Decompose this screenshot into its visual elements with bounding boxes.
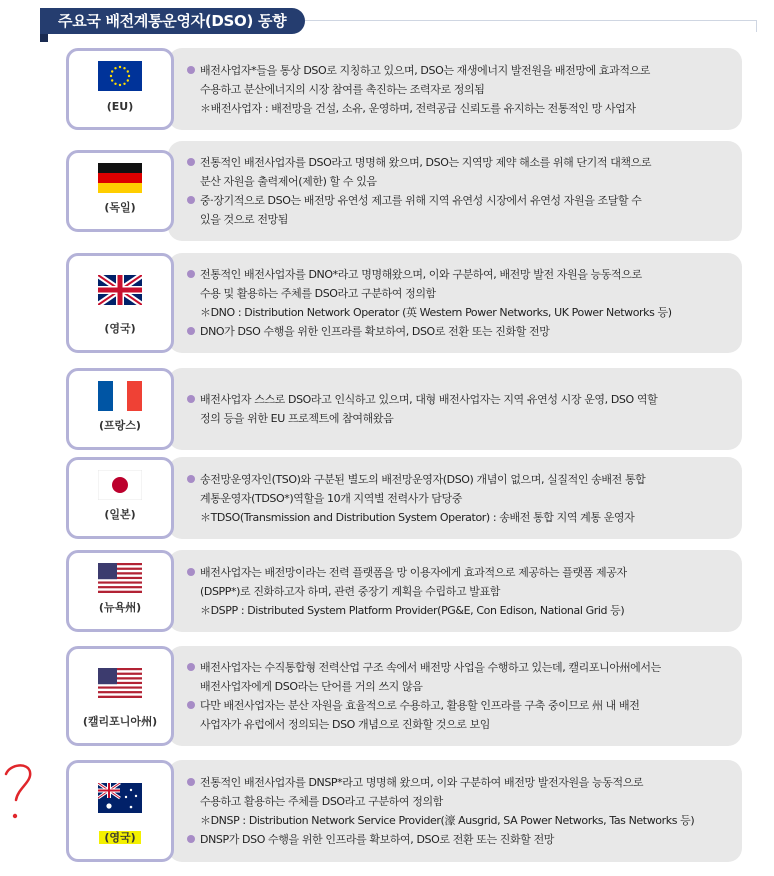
footnote-line: ＊DNO : Distribution Network Operator (英 Western Power Networks, UK Power Networks 등) (200, 306, 672, 319)
footnote-line: ＊배전사업자 : 배전망을 건설, 소유, 운영하며, 전력공급 신뢰도를 유지하는 전통적인 망 사업자 (200, 102, 636, 115)
bullet-line: DNO가 DSO 수행을 위한 인프라를 확보하여, DSO로 전환 또는 진화할 전망 (200, 322, 726, 341)
bullet-line: 배전사업자는 수직통합형 전력산업 구조 속에서 배전망 사업을 수행하고 있는데, 캘리포니아州에서는 (200, 658, 726, 677)
description-panel (168, 457, 742, 539)
continuation-line: (DSPP*)로 진화하고자 하며, 관련 중장기 계획을 수립하고 발표함 (200, 585, 500, 598)
continuation-line: 사업자가 유럽에서 정의되는 DSO 개념으로 진화할 것으로 보임 (200, 718, 491, 731)
country-label-text: (캘리포니아州) (82, 715, 158, 728)
country-label-text: (프랑스) (99, 419, 141, 432)
footnote-line: ＊DNSP : Distribution Network Service Provider(濠 Ausgrid, SA Power Networks, Tas Networks 등) (200, 814, 695, 827)
bullet-line: 전통적인 배전사업자를 DNSP*라고 명명해 왔으며, 이와 구분하여 배전망 발전자원을 능동적으로 (200, 773, 726, 792)
description-panel (168, 253, 742, 353)
continuation-line: 분산 자원을 출력제어(제한) 할 수 있음 (200, 175, 377, 188)
bullet-line: 전통적인 배전사업자를 DSO라고 명명해 왔으며, DSO는 지역망 제약 해소를 위해 단기적 대책으로 (200, 153, 726, 172)
country-card (66, 457, 174, 539)
country-label-text: (뉴욕州) (98, 601, 142, 614)
germany-flag-icon (98, 163, 142, 193)
usa-flag-icon (98, 668, 142, 698)
section-header (0, 0, 774, 44)
country-label (69, 100, 171, 113)
footnote-line: ＊TDSO(Transmission and Distribution System Operator) : 송배전 통합 지역 계통 운영자 (200, 511, 635, 524)
bullet-line: 중·장기적으로 DSO는 배전망 유연성 제고를 위해 지역 유연성 시장에서 유연성 자원을 조달할 수 (200, 191, 726, 210)
country-label (69, 199, 171, 215)
section-title: 주요국 배전계통운영자(DSO) 동향 (40, 8, 305, 34)
continuation-line: 배전사업자에게 DSO라는 단어를 거의 쓰지 않음 (200, 680, 423, 693)
country-card (66, 550, 174, 632)
country-label (69, 417, 171, 433)
country-label-text: (EU) (106, 100, 134, 113)
continuation-line: 계통운영자(TDSO*)역할을 10개 지역별 전력사가 담당중 (200, 492, 462, 505)
country-card (66, 48, 174, 130)
country-label (69, 599, 171, 615)
bullet-line: 송전망운영자인(TSO)와 구분된 별도의 배전망운영자(DSO) 개념이 없으며, 실질적인 송배전 통합 (200, 470, 726, 489)
red-question-mark-icon (0, 760, 40, 830)
bullet-line: 배전사업자*들을 통상 DSO로 지칭하고 있으며, DSO는 재생에너지 발전원을 배전망에 효과적으로 (200, 61, 726, 80)
country-card (66, 368, 174, 450)
description-panel (168, 368, 742, 450)
country-card (66, 150, 174, 232)
description-panel (168, 760, 742, 862)
header-tab-accent (40, 34, 48, 42)
uk-flag-icon (98, 275, 142, 305)
country-card (66, 646, 174, 746)
continuation-line: 있을 것으로 전망됨 (200, 213, 289, 226)
country-label (69, 320, 171, 336)
footnote-line: ＊DSPP : Distributed System Platform Provider(PG&E, Con Edison, National Grid 등) (200, 604, 625, 617)
country-card (66, 760, 174, 862)
bullet-line: 배전사업자 스스로 DSO라고 인식하고 있으며, 대형 배전사업자는 지역 유연성 시장 운영, DSO 역할 (200, 390, 726, 409)
france-flag-icon (98, 381, 142, 411)
country-label (69, 506, 171, 522)
country-card (66, 253, 174, 353)
country-label-text: (영국) (104, 322, 136, 335)
continuation-line: 수용하고 활용하는 주체를 DSO라고 구분하여 정의함 (200, 795, 443, 808)
country-label-text: (일본) (104, 508, 136, 521)
australia-flag-icon (98, 783, 142, 813)
description-panel (168, 141, 742, 241)
bullet-line: DNSP가 DSO 수행을 위한 인프라를 확보하여, DSO로 전환 또는 진화할 전망 (200, 830, 726, 849)
continuation-line: 정의 등을 위한 EU 프로젝트에 참여해왔음 (200, 412, 394, 425)
japan-flag-icon (98, 470, 142, 500)
header-rule (305, 20, 757, 21)
eu-flag-icon (98, 61, 142, 91)
usa-flag-icon (98, 563, 142, 593)
description-panel (168, 48, 742, 130)
country-label-text: (영국) (99, 831, 140, 844)
continuation-line: 수용하고 분산에너지의 시장 참여를 촉진하는 조력자로 정의됨 (200, 83, 485, 96)
bullet-line: 전통적인 배전사업자를 DNO*라고 명명해왔으며, 이와 구분하여, 배전망 발전 자원을 능동적으로 (200, 265, 726, 284)
bullet-line: 다만 배전사업자는 분산 자원을 효율적으로 수용하고, 활용할 인프라를 구축 중이므로 州 내 배전 (200, 696, 726, 715)
country-label-text: (독일) (104, 201, 136, 214)
description-panel (168, 646, 742, 746)
header-rule-end (756, 20, 757, 32)
country-label (69, 829, 171, 845)
description-panel (168, 550, 742, 632)
bullet-line: 배전사업자는 배전망이라는 전력 플랫폼을 망 이용자에게 효과적으로 제공하는 플랫폼 제공자 (200, 563, 726, 582)
country-label (69, 713, 171, 729)
continuation-line: 수용 및 활용하는 주체를 DSO라고 구분하여 정의함 (200, 287, 436, 300)
